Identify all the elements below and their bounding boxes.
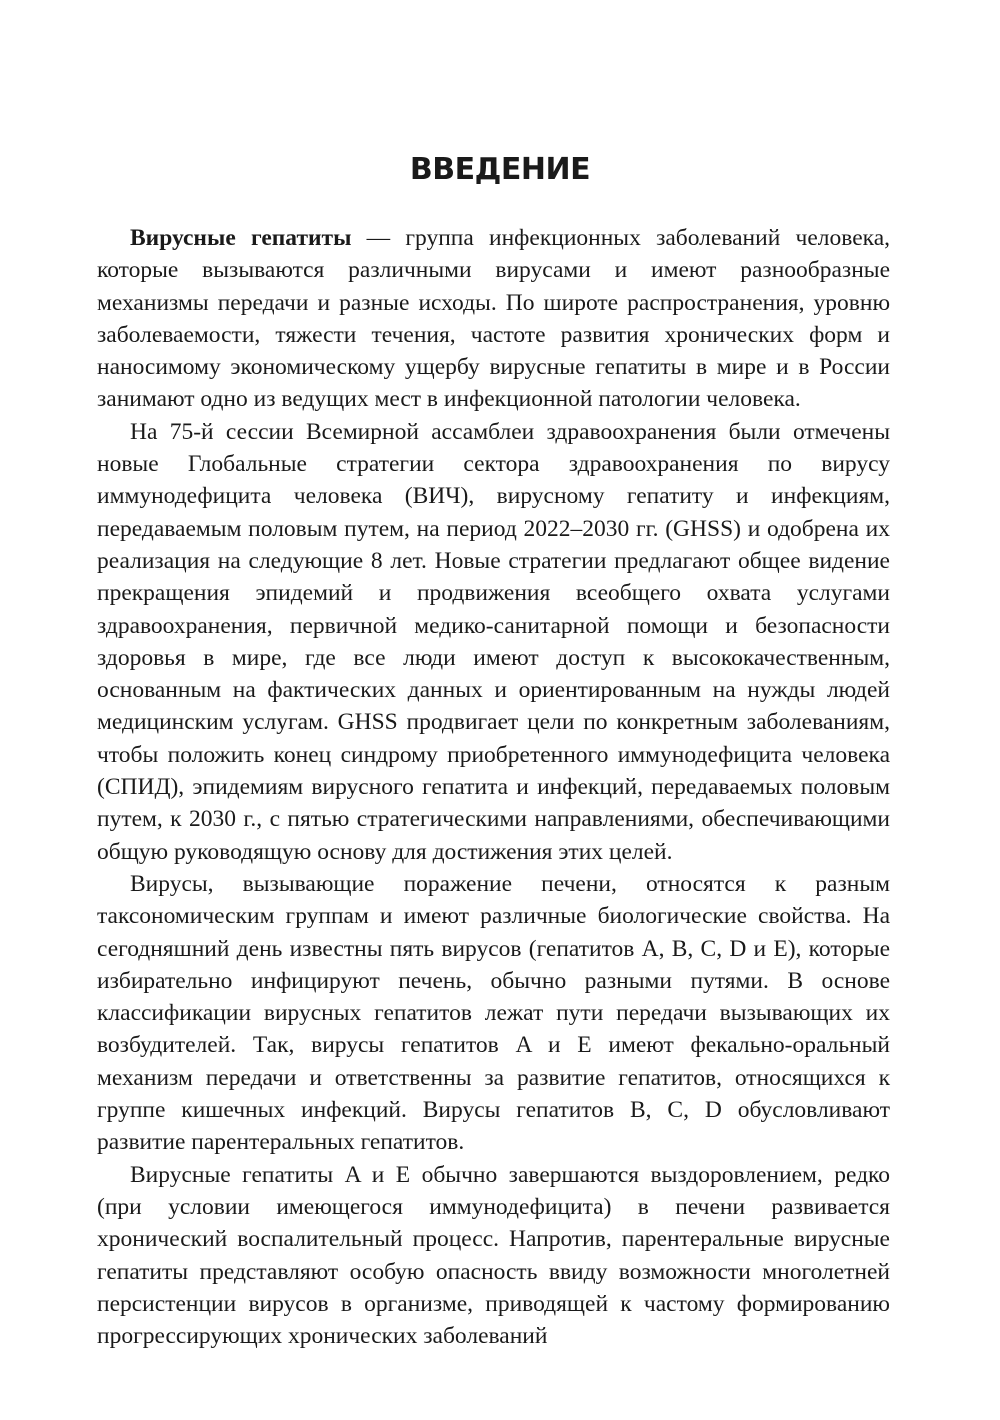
paragraph-outcomes: Вирусные гепатиты A и E обычно завершаются выздоровлением, редко (при условии имеющегося иммунодефицита) в печени развивается хронический воспалительный процесс. Напротив, парентеральные вирусные гепатиты представляют особую опасность ввиду возможности многолетней персистенции вирусов в организме, приводящей к частому формированию прогрессирующих хронических заболеваний <box>97 1161 890 1350</box>
body-text <box>97 222 890 1352</box>
definition-text: — группа инфекционных заболеваний человека, которые вызываются различными вирусами и имеют разнообразные механизмы передачи и разные исходы. По широте распространения, уровню заболеваемости, тяжести течения, частоте развития хронических форм и наносимому экономическому ущербу вирусные гепатиты в мире и в России занимают одно из ведущих мест в инфекционной патологии человека. <box>97 225 890 413</box>
definition-term: Вирусные гепатиты <box>130 225 352 251</box>
paragraph-definition <box>97 222 890 416</box>
paragraph-who-strategy: На 75-й сессии Всемирной ассамблеи здравоохранения были отмечены новые Глобальные стратегии сектора здравоохранения по вирусу иммунодефицита человека (ВИЧ), вирусному гепатиту и инфекциям, передаваемым половым путем, на период 2022–2030 гг. (GHSS) и одобрена их реализация на следующие 8 лет. Новые стратегии предлагают общее видение прекращения эпидемий и продвижения всеобщего охвата услугами здравоохранения, первичной медико-санитарной помощи и безопасности здоровья в мире, где все люди имеют доступ к высококачественным, основанным на фактических данных и ориентированным на нужды людей медицинским услугам. GHSS продвигает цели по конкретным заболеваниям, чтобы положить конец синдрому приобретенного иммунодефицита человека (СПИД), эпидемиям вирусного гепатита и инфекций, передаваемых половым путем, к 2030 г., с пятью стратегическими направлениями, обеспечивающими общую руководящую основу для достижения этих целей. <box>97 418 890 865</box>
page-title: ВВЕДЕНИЕ <box>409 152 591 187</box>
paragraph-virus-types: Вирусы, вызывающие поражение печени, относятся к разным таксономическим группам и имеют различные биологические свойства. На сегодняшний день известны пять вирусов (гепатитов A, B, C, D и E), которые избирательно инфицируют печень, обычно разными путями. В основе классификации вирусных гепатитов лежат пути передачи вызывающих их возбудителей. Так, вирусы гепатитов A и E имеют фекально-оральный механизм передачи и ответственны за развитие гепатитов, относящихся к группе кишечных инфекций. Вирусы гепатитов B, C, D обусловливают развитие парентеральных гепатитов. <box>97 870 890 1156</box>
